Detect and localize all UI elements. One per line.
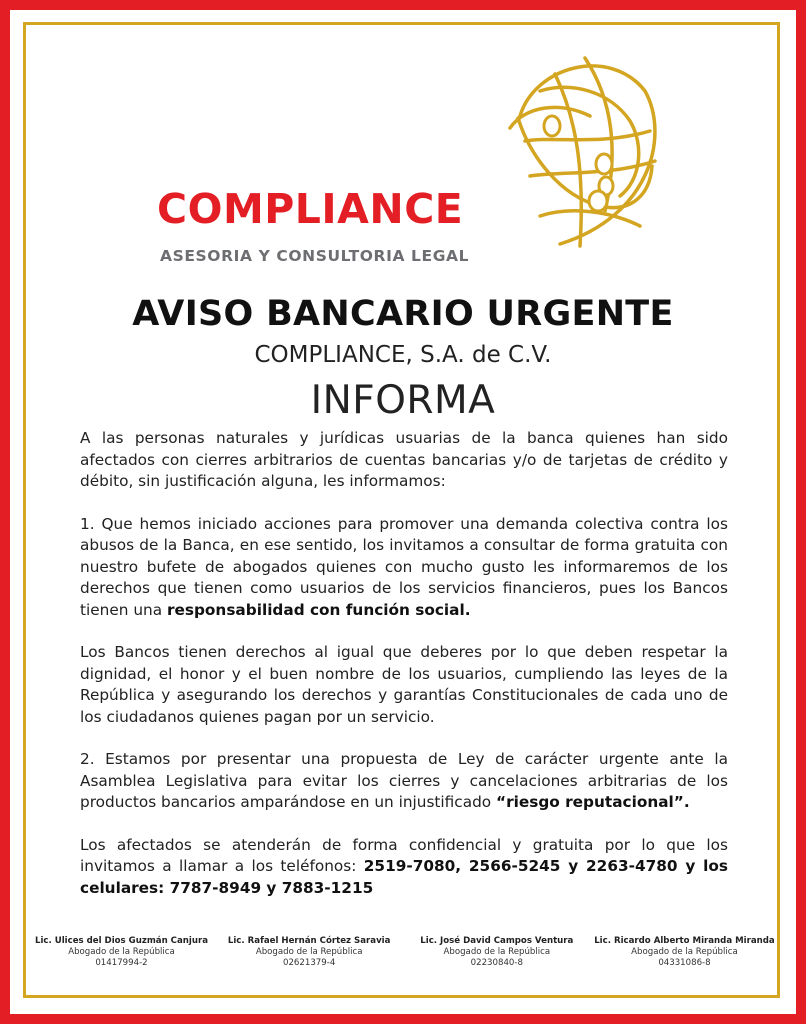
point-2-text: 2. Estamos por presentar una propuesta de Ley de carácter urgente ante la Asamblea Legislativa para evitar los cierres y cancelaciones arbitrarias de los productos bancarios amparándose en un injustificado <box>80 750 728 811</box>
signer-title: Abogado de la República <box>631 947 738 957</box>
signature-block <box>403 936 590 968</box>
signer-name: Lic. Rafael Hernán Córtez Saravia <box>227 936 391 946</box>
point-1-text: 1. Que hemos iniciado acciones para promover una demanda colectiva contra los abusos de la Banca, en ese sentido, los invitamos a consultar de forma gratuita con nuestro bufete de abogados quienes con mucho gusto les informaremos de los derechos que tienen como usuarios de los servicios financieros, pues los Bancos tienen una <box>80 514 728 619</box>
globe-icon <box>500 46 660 256</box>
signer-name: Lic. Ricardo Alberto Miranda Miranda <box>594 936 775 946</box>
brand-tagline: ASESORIA Y CONSULTORIA LEGAL <box>160 247 470 265</box>
brand-name: COMPLIANCE <box>157 185 464 233</box>
point-2-paragraph <box>80 749 728 814</box>
signature-block <box>216 936 403 968</box>
signature-block <box>28 936 215 968</box>
point-1-paragraph <box>80 514 728 622</box>
signer-id: 04331086-8 <box>658 958 711 968</box>
company-name: COMPLIANCE, S.A. de C.V. <box>254 342 552 368</box>
intro-paragraph: A las personas naturales y jurídicas usuarias de la banca quienes han sido afectados con cierres arbitrarios de cuentas bancarias y/o de tarjetas de crédito y débito, sin justificación alguna, les informamos: <box>80 429 728 490</box>
signatures <box>28 936 778 968</box>
notice-title: AVISO BANCARIO URGENTE <box>132 294 674 334</box>
contact-paragraph <box>80 835 728 900</box>
banks-paragraph: Los Bancos tienen derechos al igual que deberes por lo que deben respetar la dignidad, el honor y el buen nombre de los usuarios, cumpliendo las leyes de la República y asegurando los derechos y garantías Constitucionales de cada uno de los ciudadanos quienes pagan por un servicio. <box>80 643 728 726</box>
point-2-emphasis: “riesgo reputacional”. <box>496 793 690 811</box>
signer-title: Abogado de la República <box>255 947 363 957</box>
contact-text: Los afectados se atenderán de forma confidencial y gratuita por lo que los invitamos a llamar a los teléfonos: <box>80 835 728 875</box>
signer-name: Lic. Ulices del Dios Guzmán Canjura <box>34 936 209 946</box>
point-1-emphasis: responsabilidad con función social. <box>166 600 471 619</box>
contact-phones: 2519-7080, 2566-5245 y 2263-4780 y los celulares: 7787-8949 y 7883-1215 <box>80 857 729 897</box>
signer-id: 01417994-2 <box>95 958 148 968</box>
signer-id: 02621379-4 <box>283 958 336 968</box>
signer-name: Lic. José David Campos Ventura <box>420 936 574 946</box>
signer-title: Abogado de la República <box>68 947 175 957</box>
signer-id: 02230840-8 <box>470 958 523 968</box>
signer-title: Abogado de la República <box>443 947 551 957</box>
notice-body <box>80 428 728 920</box>
signature-block <box>591 936 778 968</box>
informa-heading: INFORMA <box>310 378 496 423</box>
